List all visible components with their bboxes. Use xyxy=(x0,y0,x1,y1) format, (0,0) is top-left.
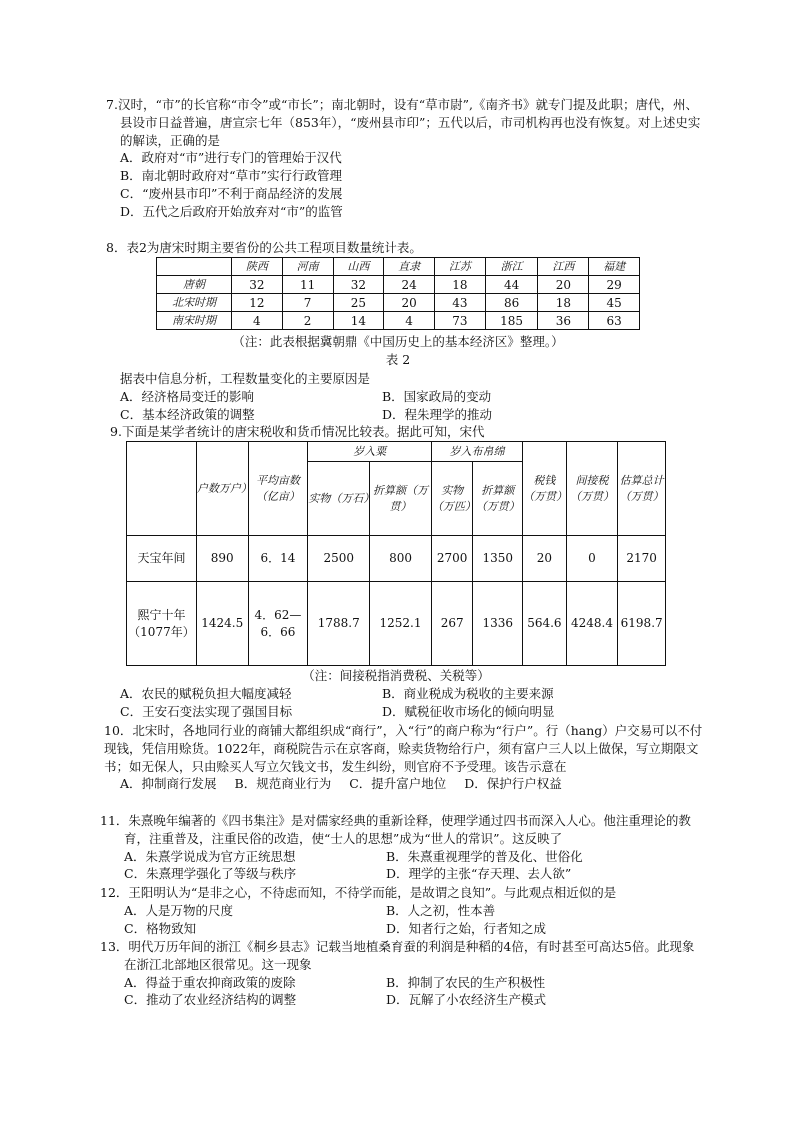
question-10-stem: 北宋时，各地同行业的商铺大都组织成“商行”，入“行”的商户称为“行户”。行（hang）户交易可以不付现钱，凭信用赊货。1022年，商税院告示在京客商，赊卖货物给行户，须有富户三人以上做保，写立期限文书；如无保人，只由赊买人写立欠钱文书，发生纠纷，则官府不予受理。该告示意在 xyxy=(104,723,703,774)
question-9-option-a: A．农民的赋税负担大幅度减轻 xyxy=(120,686,292,701)
question-10-option-c: C．提升富户地位 xyxy=(349,776,447,792)
question-9 xyxy=(110,423,708,441)
table-cell: 1336 xyxy=(473,582,523,666)
table-cell: 1350 xyxy=(473,536,523,582)
question-8-number: 8． xyxy=(106,240,127,255)
question-13-option-a: A．得益于重农抑商政策的废除 xyxy=(124,974,296,990)
question-11-number: 11． xyxy=(100,813,129,828)
table-cell: 1424.5 xyxy=(196,582,248,666)
table-cell: 800 xyxy=(370,536,432,582)
question-12-option-b: B．人之初，性本善 xyxy=(386,902,496,918)
table-cell: 2700 xyxy=(431,536,473,582)
question-12-stem: 王阳明认为“是非之心，不待虑而知，不待学而能，是故谓之良知”。与此观点相近似的是 xyxy=(128,885,617,900)
table-cell: 86 xyxy=(485,294,538,312)
table-2 xyxy=(156,257,640,330)
question-8-option-c: C．基本经济政策的调整 xyxy=(120,406,255,422)
table-cell: 32 xyxy=(333,276,384,294)
question-7-stem: 汉时，“市”的长官称“市令”或“市长”；南北朝时，设有“草市尉”,《南齐书》就专门提及此职；唐代，州、县设市日益普遍，唐宣宗七年（853年），“废州县市印”；五代以后，市司机构再也没有恢复。对上述史实的解读，正确的是 xyxy=(117,97,701,148)
question-13-option-b: B．抑制了农民的生产积极性 xyxy=(386,974,546,990)
table-cell: 18 xyxy=(538,294,589,312)
question-11 xyxy=(100,812,704,883)
table-9-col-total: 估算总计（万贯） xyxy=(618,442,666,536)
table-2-row-label: 南宋时期 xyxy=(157,312,232,330)
table-row xyxy=(157,294,640,312)
table-cell: 6198.7 xyxy=(618,582,666,666)
table-cell: 890 xyxy=(196,536,248,582)
table-cell: 20 xyxy=(523,536,567,582)
question-9-option-d: D．赋税征收市场化的倾向明显 xyxy=(382,703,555,719)
question-11-option-d: D．理学的主张“存天理、去人欲” xyxy=(386,866,572,882)
question-8-stem: 表2为唐宋时期主要省份的公共工程项目数量统计表。 xyxy=(126,240,422,255)
question-12-option-d: D．知者行之始，行者知之成 xyxy=(386,920,547,936)
table-cell: 29 xyxy=(589,276,640,294)
table-cell: 1252.1 xyxy=(370,582,432,666)
table-9-col-indirect: 间接税（万贯） xyxy=(566,442,618,536)
table-9-col-households: 户数万户） xyxy=(196,442,248,536)
table-cell: 185 xyxy=(485,312,538,330)
table-2-col-zhejiang: 浙江 xyxy=(485,258,538,276)
question-13-option-c: C．推动了农业经济结构的调整 xyxy=(124,992,297,1008)
table-row xyxy=(127,536,666,582)
question-12-option-c: C．格物致知 xyxy=(124,920,197,936)
question-13 xyxy=(100,938,704,1009)
question-7-option-d: D．五代之后政府开始放弃对“市”的监管 xyxy=(120,203,343,219)
question-7 xyxy=(106,96,704,221)
table-cell: 2500 xyxy=(308,536,370,582)
table-cell: 7 xyxy=(282,294,333,312)
question-11-stem: 朱熹晚年编著的《四书集注》是对儒家经典的重新诠释，使理学通过四书而深入人心。他注重理论的教育，注重普及，注重民俗的改造，使“士人的思想”成为“世人的常识”。这反映了 xyxy=(124,813,691,846)
question-11-option-c: C．朱熹理学强化了等级与秩序 xyxy=(124,866,297,882)
table-cell: 36 xyxy=(538,312,589,330)
table-row xyxy=(157,312,640,330)
table-2-col-jiangsu: 江苏 xyxy=(435,258,486,276)
table-2-corner xyxy=(157,258,232,276)
table-9-col-grain-goods: 实物（万石） xyxy=(308,462,370,536)
question-10-option-a: A．抑制商行发展 xyxy=(120,776,217,792)
table-cell: 25 xyxy=(333,294,384,312)
table-cell: 6．14 xyxy=(248,536,308,582)
table-2-col-zhili: 直隶 xyxy=(384,258,435,276)
question-8-option-d: D．程朱理学的推动 xyxy=(382,406,493,422)
table-row xyxy=(157,276,640,294)
table-9-col-grain-money: 折算额（万贯） xyxy=(370,462,432,536)
table-2-col-shaanxi: 陕西 xyxy=(232,258,283,276)
table-cell: 0 xyxy=(566,536,618,582)
table-cell: 73 xyxy=(435,312,486,330)
table-2-caption: 表 2 xyxy=(385,352,411,367)
table-2-row-label: 北宋时期 xyxy=(157,294,232,312)
question-9-number: 9. xyxy=(110,424,122,439)
question-10-option-d: D．保护行户权益 xyxy=(464,776,562,792)
table-2-col-fujian: 福建 xyxy=(589,258,640,276)
table-cell: 24 xyxy=(384,276,435,294)
table-9 xyxy=(126,441,666,666)
question-10-option-b: B．规范商业行为 xyxy=(234,776,332,792)
table-9-note: （注：间接税指消费税、关税等） xyxy=(302,668,490,683)
table-9-row-label: 天宝年间 xyxy=(127,536,197,582)
question-12 xyxy=(100,884,704,937)
question-8-option-b: B．国家政局的变动 xyxy=(382,388,492,404)
table-9-corner xyxy=(127,442,197,536)
table-9-col-area: 平均亩数（亿亩） xyxy=(248,442,308,536)
question-7-option-a: A．政府对“市”进行专门的管理始于汉代 xyxy=(120,150,342,166)
table-cell: 4 xyxy=(232,312,283,330)
table-9-col-money-tax: 税钱（万贯） xyxy=(523,442,567,536)
question-12-number: 12． xyxy=(100,885,129,900)
table-cell: 14 xyxy=(333,312,384,330)
table-cell: 12 xyxy=(232,294,283,312)
table-9-row-label: 熙宁十年（1077年） xyxy=(127,582,197,666)
question-8-body xyxy=(106,370,704,423)
table-9-col-cloth-goods: 实物（万匹） xyxy=(431,462,473,536)
table-cell: 44 xyxy=(485,276,538,294)
question-12-option-a: A．人是万物的尺度 xyxy=(124,902,234,918)
question-8-question: 据表中信息分析，工程数量变化的主要原因是 xyxy=(120,371,371,386)
question-9-options xyxy=(106,685,704,721)
question-10-number: 10． xyxy=(104,723,133,738)
table-cell: 1788.7 xyxy=(308,582,370,666)
table-cell: 45 xyxy=(589,294,640,312)
table-9-col-cloth-money: 折算额（万贯） xyxy=(473,462,523,536)
table-cell: 4．62—6．66 xyxy=(248,582,308,666)
table-cell: 4248.4 xyxy=(566,582,618,666)
table-9-col-cloth: 岁入布帛绵 xyxy=(431,442,522,462)
table-cell: 20 xyxy=(384,294,435,312)
table-cell: 11 xyxy=(282,276,333,294)
table-cell: 267 xyxy=(431,582,473,666)
question-7-number: 7. xyxy=(106,97,118,112)
table-cell: 20 xyxy=(538,276,589,294)
table-2-header-row xyxy=(157,258,640,276)
question-11-option-b: B．朱熹重视理学的普及化、世俗化 xyxy=(386,848,583,864)
question-7-option-c: C．“废州县市印”不利于商品经济的发展 xyxy=(120,185,343,201)
table-cell: 2 xyxy=(282,312,333,330)
question-8 xyxy=(106,239,704,257)
table-2-row-label: 唐朝 xyxy=(157,276,232,294)
table-row xyxy=(127,582,666,666)
table-cell: 4 xyxy=(384,312,435,330)
question-13-stem: 明代万历年间的浙江《桐乡县志》记载当地植桑育蚕的利润是种稻的4倍，有时甚至可高达5倍。此现象在浙江北部地区很常见。这一现象 xyxy=(124,939,695,972)
table-2-col-shanxi: 山西 xyxy=(333,258,384,276)
question-9-option-c: C．王安石变法实现了强国目标 xyxy=(120,703,293,719)
question-9-stem: 下面是某学者统计的唐宋税收和货币情况比较表。据此可知，宋代 xyxy=(121,424,485,439)
question-9-option-b: B．商业税成为税收的主要来源 xyxy=(382,686,554,701)
table-cell: 63 xyxy=(589,312,640,330)
table-cell: 2170 xyxy=(618,536,666,582)
table-2-col-jiangxi: 江西 xyxy=(538,258,589,276)
table-2-note: （注：此表根据冀朝鼎《中国历史上的基本经济区》整理。） xyxy=(232,334,564,349)
table-9-col-grain: 岁入粟 xyxy=(308,442,432,462)
table-cell: 18 xyxy=(435,276,486,294)
question-8-option-a: A．经济格局变迁的影响 xyxy=(120,388,255,404)
question-7-option-b: B．南北朝时政府对“草市”实行行政管理 xyxy=(120,168,342,184)
table-cell: 564.6 xyxy=(523,582,567,666)
question-13-number: 13． xyxy=(100,939,129,954)
question-13-option-d: D．瓦解了小农经济生产模式 xyxy=(386,992,547,1008)
table-cell: 43 xyxy=(435,294,486,312)
question-10 xyxy=(104,722,704,793)
table-cell: 32 xyxy=(232,276,283,294)
question-11-option-a: A．朱熹学说成为官方正统思想 xyxy=(124,848,296,864)
table-2-col-henan: 河南 xyxy=(282,258,333,276)
